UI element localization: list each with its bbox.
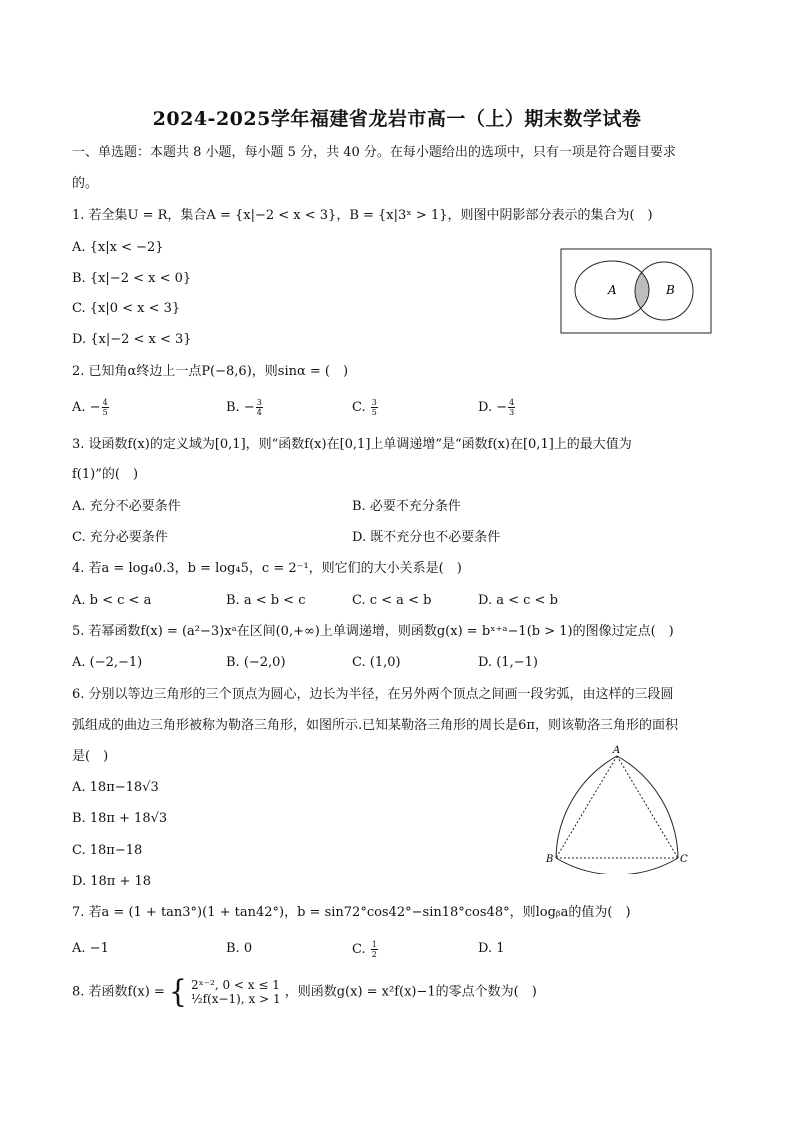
q1-stem: 1. 若全集U = R，集合A = {x|−2 < x < 3}，B = {x|3ˣ > 1}，则图中阴影部分表示的集合为( ) xyxy=(72,208,653,223)
section-heading-line1: 一、单选题：本题共 8 小题，每小题 5 分，共 40 分。在每小题给出的选项中，只有一项是符合题目要求 xyxy=(72,145,676,160)
q2-option-c: C. $\frac{3}{5}$ xyxy=(352,398,377,417)
vertex-label-c: C xyxy=(680,854,688,865)
q6-stem-line1: 6. 分别以等边三角形的三个顶点为圆心，边长为半径，在另外两个顶点之间画一段劣弧，由这样的三段圆 xyxy=(72,687,674,702)
q4-option-b: B. a < b < c xyxy=(226,593,306,608)
q7-option-c: C. $\frac{1}{2}$ xyxy=(352,940,377,959)
q3-stem-line2: f(1)”的( ) xyxy=(72,467,139,482)
q5-stem: 5. 若幂函数f(x) = (a²−3)xᵃ在区间(0,+∞)上单调递增，则函数g(x) = bˣ⁺ᵃ−1(b > 1)的图像过定点( ) xyxy=(72,624,674,639)
q6-stem-line2: 弧组成的曲边三角形被称为勒洛三角形，如图所示.已知某勒洛三角形的周长是6π，则该勒洛三角形的面积 xyxy=(72,718,678,733)
q4-option-c: C. c < a < b xyxy=(352,593,432,608)
q7-option-d: D. 1 xyxy=(478,941,505,956)
vertex-label-a: A xyxy=(613,745,621,756)
q7-option-a: A. −1 xyxy=(72,941,109,956)
q6-option-c: C. 18π−18 xyxy=(72,843,143,858)
q2-option-d: D. − $\frac{4}{3}$ xyxy=(478,398,515,417)
venn-label-b: B xyxy=(666,283,675,297)
q2-option-a: A. − $\frac{4}{5}$ xyxy=(72,398,108,417)
q1-option-d: D. {x|−2 < x < 3} xyxy=(72,332,192,347)
section-heading-line2: 的。 xyxy=(72,176,99,191)
arc-bc xyxy=(556,858,678,874)
q5-option-d: D. (1,−1) xyxy=(478,655,538,670)
q8-prefix: 8. 若函数f(x) = xyxy=(72,984,165,1000)
vertex-label-b: B xyxy=(546,854,554,865)
q3-option-a: A. 充分不必要条件 xyxy=(72,499,181,514)
venn-label-a: A xyxy=(608,283,617,297)
q6-stem-line3: 是( ) xyxy=(72,749,109,764)
q5-option-a: A. (−2,−1) xyxy=(72,655,143,670)
q3-option-c: C. 充分必要条件 xyxy=(72,530,168,545)
q4-option-d: D. a < c < b xyxy=(478,593,558,608)
piecewise-case-2: ½f(x−1), x > 1 xyxy=(190,992,281,1006)
reuleaux-triangle-figure xyxy=(540,742,700,874)
piecewise-case-1: 2ˣ⁻², 0 < x ≤ 1 xyxy=(190,978,280,992)
q1-option-c: C. {x|0 < x < 3} xyxy=(72,301,181,316)
q6-option-d: D. 18π + 18 xyxy=(72,874,152,889)
q3-option-b: B. 必要不充分条件 xyxy=(352,499,461,514)
q6-option-b: B. 18π + 18√3 xyxy=(72,811,168,826)
piecewise-cases xyxy=(191,978,281,1006)
piecewise-brace: { xyxy=(169,973,187,1010)
q1-option-b: B. {x|−2 < x < 0} xyxy=(72,271,192,286)
side-ac xyxy=(617,756,678,858)
venn-diagram xyxy=(560,248,712,334)
q5-option-c: C. (1,0) xyxy=(352,655,401,670)
q1-option-a: A. {x|x < −2} xyxy=(72,240,164,255)
side-ab xyxy=(556,756,617,858)
q7-stem: 7. 若a = (1 + tan3°)(1 + tan42°)，b = sin72°cos42°−sin18°cos48°，则logᵦa的值为( ) xyxy=(72,905,631,920)
q3-stem-line1: 3. 设函数f(x)的定义域为[0,1]，则“函数f(x)在[0,1]上单调递增”是“函数f(x)在[0,1]上的最大值为 xyxy=(72,437,632,452)
q3-option-d: D. 既不充分也不必要条件 xyxy=(352,530,501,545)
q7-option-b: B. 0 xyxy=(226,941,253,956)
q2-stem: 2. 已知角α终边上一点P(−8,6)，则sinα = ( ) xyxy=(72,364,349,379)
exam-title: 2024-2025学年福建省龙岩市高一（上）期末数学试卷 xyxy=(152,108,642,130)
q6-option-a: A. 18π−18√3 xyxy=(72,780,159,795)
q8-suffix: ，则函数g(x) = x²f(x)−1的零点个数为( ) xyxy=(284,984,537,1000)
q5-option-b: B. (−2,0) xyxy=(226,655,286,670)
q4-stem: 4. 若a = log₄0.3，b = log₄5，c = 2⁻¹，则它们的大小关系是( ) xyxy=(72,561,462,576)
q2-option-b: B. − $\frac{3}{4}$ xyxy=(226,398,262,417)
q4-option-a: A. b < c < a xyxy=(72,593,152,608)
q8-stem xyxy=(72,973,537,1010)
